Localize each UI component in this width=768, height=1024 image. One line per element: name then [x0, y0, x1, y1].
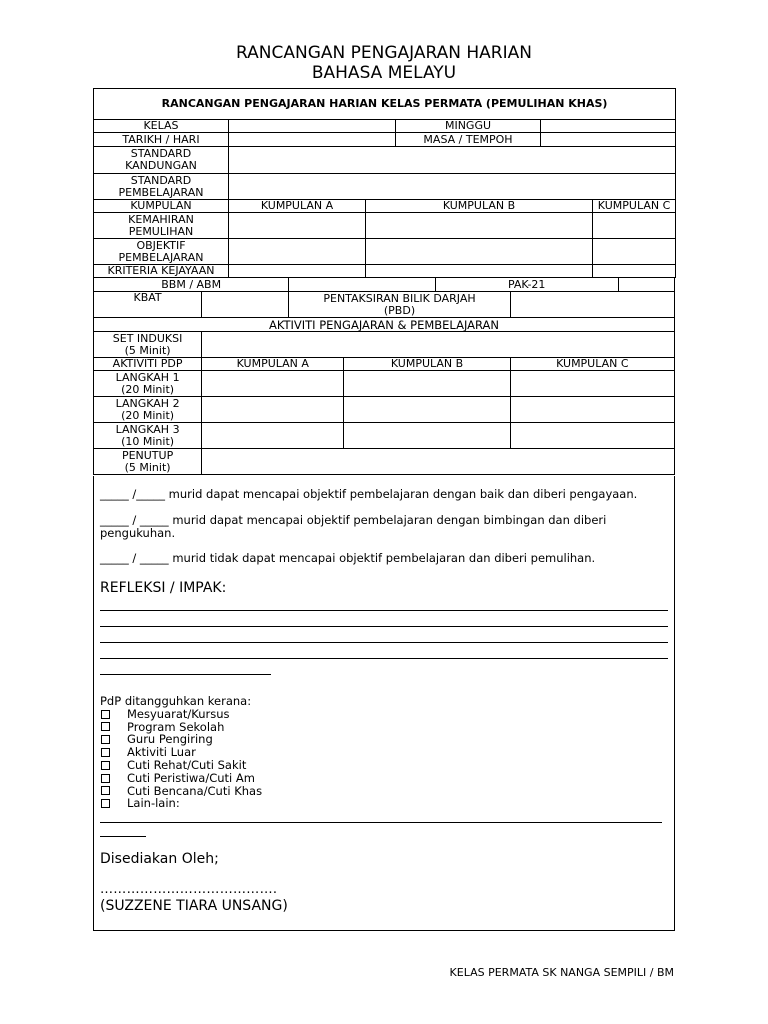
checkbox-icon[interactable] — [101, 786, 110, 795]
checkbox-icon[interactable] — [101, 748, 110, 757]
objektif-b-field[interactable] — [366, 239, 593, 265]
tarikh-field[interactable] — [229, 133, 396, 147]
langkah1-label: LANGKAH 1 (20 Minit) — [94, 371, 202, 397]
pdp-kumpulan-b-header: KUMPULAN B — [344, 358, 510, 371]
postpone-option[interactable]: Cuti Bencana/Cuti Khas — [100, 785, 262, 798]
page-title: RANCANGAN PENGAJARAN HARIAN — [236, 43, 532, 63]
set-induksi-label: SET INDUKSI (5 Minit) — [94, 332, 202, 358]
kriteria-label: KRITERIA KEJAYAAN — [94, 265, 229, 278]
langkah1-c-field[interactable] — [510, 371, 674, 397]
pdp-kumpulan-a-header: KUMPULAN A — [202, 358, 344, 371]
achievement-line-remedial: _____ / _____ murid tidak dapat mencapai objektif pembelajaran dan diberi pemulihan. — [100, 551, 596, 565]
set-induksi-field[interactable] — [202, 332, 675, 358]
postpone-option[interactable]: Mesyuarat/Kursus — [100, 708, 262, 721]
postpone-option[interactable]: Guru Pengiring — [100, 733, 262, 746]
kumpulan-b-header: KUMPULAN B — [366, 200, 593, 213]
langkah2-a-field[interactable] — [202, 397, 344, 423]
langkah3-c-field[interactable] — [510, 423, 674, 449]
pbd-field[interactable] — [510, 292, 674, 318]
checkbox-icon[interactable] — [101, 774, 110, 783]
objektif-label: OBJEKTIF PEMBELAJARAN — [94, 239, 229, 265]
langkah3-b-field[interactable] — [344, 423, 510, 449]
penutup-label: PENUTUP (5 Minit) — [94, 449, 202, 475]
bbm-field[interactable] — [289, 278, 435, 292]
signature-line[interactable]: …………………………………. — [100, 882, 278, 897]
reflection-line[interactable] — [100, 658, 668, 659]
masa-label: MASA / TEMPOH — [396, 133, 541, 147]
langkah2-c-field[interactable] — [510, 397, 674, 423]
kriteria-b-field[interactable] — [366, 265, 593, 278]
tarikh-label: TARIKH / HARI — [94, 133, 229, 147]
achievement-line-reinforcement: _____ / _____ murid dapat mencapai objektif pembelajaran dengan bimbingan dan diberi pengukuhan. — [100, 513, 607, 540]
kumpulan-a-header: KUMPULAN A — [229, 200, 366, 213]
langkah3-a-field[interactable] — [202, 423, 344, 449]
standard-pembelajaran-label: STANDARD PEMBELAJARAN — [94, 174, 229, 200]
checkbox-icon[interactable] — [101, 735, 110, 744]
postpone-option[interactable]: Aktiviti Luar — [100, 746, 262, 759]
kemahiran-c-field[interactable] — [593, 213, 676, 239]
pak21-field[interactable] — [618, 278, 674, 292]
minggu-label: MINGGU — [396, 120, 541, 133]
standard-kandungan-field[interactable] — [229, 147, 676, 174]
refleksi-label: REFLEKSI / IMPAK: — [100, 580, 227, 596]
teacher-name: (SUZZENE TIARA UNSANG) — [100, 898, 288, 914]
pdp-kumpulan-c-header: KUMPULAN C — [510, 358, 674, 371]
checkbox-icon[interactable] — [101, 799, 110, 808]
penutup-field[interactable] — [202, 449, 675, 475]
langkah1-a-field[interactable] — [202, 371, 344, 397]
objektif-c-field[interactable] — [593, 239, 676, 265]
achievement-line-enrichment: _____ /_____ murid dapat mencapai objektif pembelajaran dengan baik dan diberi pengayaan. — [100, 487, 638, 501]
reflection-line[interactable] — [100, 642, 668, 643]
lain-lain-line[interactable] — [100, 836, 146, 837]
standard-kandungan-label: STANDARD KANDUNGAN — [94, 147, 229, 174]
kelas-label: KELAS — [94, 120, 229, 133]
aktiviti-header: AKTIVITI PENGAJARAN & PEMBELAJARAN — [94, 318, 675, 332]
kbat-label: KBAT — [94, 292, 202, 318]
kemahiran-a-field[interactable] — [229, 213, 366, 239]
kriteria-c-field[interactable] — [593, 265, 676, 278]
pbd-label: PENTAKSIRAN BILIK DARJAH (PBD) — [289, 292, 510, 318]
bbm-label: BBM / ABM — [94, 278, 289, 292]
langkah2-b-field[interactable] — [344, 397, 510, 423]
postpone-label: PdP ditangguhkan kerana: — [100, 694, 252, 708]
langkah3-label: LANGKAH 3 (10 Minit) — [94, 423, 202, 449]
minggu-field[interactable] — [541, 120, 676, 133]
langkah1-b-field[interactable] — [344, 371, 510, 397]
page-footer: KELAS PERMATA SK NANGA SEMPILI / BM — [449, 966, 674, 979]
page-subtitle: BAHASA MELAYU — [311, 63, 457, 83]
postpone-option[interactable]: Cuti Peristiwa/Cuti Am — [100, 772, 262, 785]
kriteria-a-field[interactable] — [229, 265, 366, 278]
masa-field[interactable] — [541, 133, 676, 147]
standard-pembelajaran-field[interactable] — [229, 174, 676, 200]
table-heading: RANCANGAN PENGAJARAN HARIAN KELAS PERMATA (PEMULIHAN KHAS) — [94, 89, 676, 120]
postpone-option[interactable]: Cuti Rehat/Cuti Sakit — [100, 759, 262, 772]
lesson-plan-table-bottom — [93, 277, 675, 475]
kemahiran-label: KEMAHIRAN PEMULIHAN — [94, 213, 229, 239]
postpone-option[interactable]: Lain-lain: — [100, 797, 262, 810]
kumpulan-c-header: KUMPULAN C — [593, 200, 676, 213]
postpone-option[interactable]: Program Sekolah — [100, 721, 262, 734]
checkbox-icon[interactable] — [101, 761, 110, 770]
kbat-field[interactable] — [202, 292, 289, 318]
reflection-line[interactable] — [100, 674, 271, 675]
kelas-field[interactable] — [229, 120, 396, 133]
reflection-line[interactable] — [100, 626, 668, 627]
lain-lain-line[interactable] — [100, 822, 662, 823]
prepared-by-label: Disediakan Oleh; — [100, 851, 219, 867]
pak21-label: PAK-21 — [435, 278, 618, 292]
lesson-plan-table-top — [93, 88, 676, 278]
aktiviti-pdp-label: AKTIVITI PDP — [94, 358, 202, 371]
kumpulan-label: KUMPULAN — [94, 200, 229, 213]
postpone-list — [100, 695, 262, 810]
checkbox-icon[interactable] — [101, 710, 110, 719]
kemahiran-b-field[interactable] — [366, 213, 593, 239]
objektif-a-field[interactable] — [229, 239, 366, 265]
reflection-line[interactable] — [100, 610, 668, 611]
langkah2-label: LANGKAH 2 (20 Minit) — [94, 397, 202, 423]
checkbox-icon[interactable] — [101, 722, 110, 731]
